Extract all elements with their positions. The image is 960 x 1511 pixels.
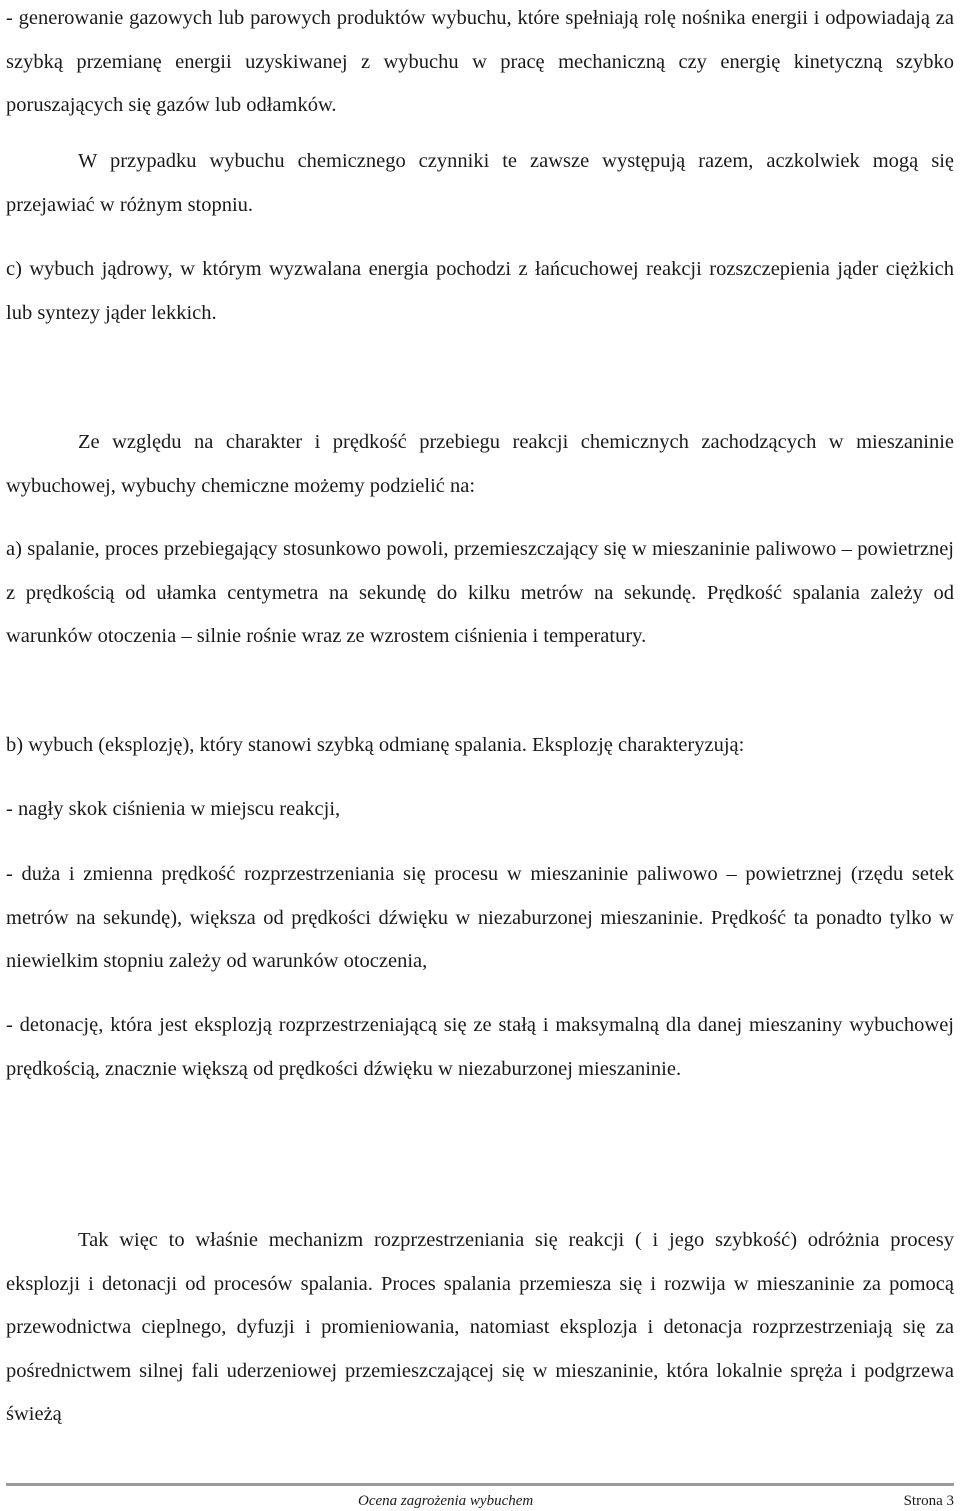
paragraph-chemical-explosion-factors: W przypadku wybuchu chemicznego czynniki te zawsze występują razem, aczkolwiek mogą się przejawiać w różnym stopniu. bbox=[6, 150, 954, 216]
paragraph-classification-intro: Ze względu na charakter i prędkość przebiegu reakcji chemicznych zachodzących w mieszaninie wybuchowej, wybuchy chemiczne możemy podzielić na: bbox=[6, 431, 954, 497]
footer-document-title: Ocena zagrożenia wybuchem bbox=[358, 1493, 534, 1509]
footer-page-number: Strona 3 bbox=[903, 1493, 954, 1509]
paragraph-pressure-jump: - nagły skok ciśnienia w miejscu reakcji, bbox=[6, 798, 341, 820]
paragraph-explosion: b) wybuch (eksplozję), który stanowi szybką odmianę spalania. Eksplozję charakteryzują: bbox=[6, 734, 745, 756]
paragraph-mechanism-summary: Tak więc to właśnie mechanizm rozprzestrzeniania się reakcji ( i jego szybkość) odróżnia procesy eksplozji i detonacji od procesów spalania. Proces spalania przemiesza się i rozwija w mieszaninie za pomocą przewodnictwa cieplnego, dyfuzji i promieniowania, natomiast eksplozja i detonacja rozprzestrzeniają się za pośrednictwem silnej fali uderzeniowej przemieszczającej się w mieszaninie, która lokalnie spręża i podgrzewa świeżą bbox=[6, 1229, 954, 1425]
paragraph-nuclear-explosion: c) wybuch jądrowy, w którym wyzwalana energia pochodzi z łańcuchowej reakcji rozszczepienia jąder ciężkich lub syntezy jąder lekkich. bbox=[6, 258, 954, 324]
paragraph-propagation-speed: - duża i zmienna prędkość rozprzestrzeniania się procesu w mieszaninie paliwowo – powietrznej (rzędu setek metrów na sekundę), większa od prędkości dźwięku w niezaburzonej mieszaninie. Prędkość ta ponadto tylko w niewielkim stopniu zależy od warunków otoczenia, bbox=[6, 863, 954, 972]
paragraph-combustion: a) spalanie, proces przebiegający stosunkowo powoli, przemieszczający się w mieszaninie paliwowo – powietrznej z prędkością od ułamka centymetra na sekundę do kilku metrów na sekundę. Prędkość spalania zależy od warunków otoczenia – silnie rośnie wraz ze wzrostem ciśnienia i temperatury. bbox=[6, 538, 954, 647]
paragraph-detonation: - detonację, która jest eksplozją rozprzestrzeniającą się ze stałą i maksymalną dla danej mieszaniny wybuchowej prędkością, znacznie większą od prędkości dźwięku w niezaburzonej mieszaninie. bbox=[6, 1014, 954, 1080]
footer-divider bbox=[6, 1483, 954, 1486]
paragraph-explosion-products: - generowanie gazowych lub parowych produktów wybuchu, które spełniają rolę nośnika energii i odpowiadają za szybką przemianę energii uzyskiwanej z wybuchu w pracę mechaniczną czy energię kinetyczną szybko poruszających się gazów lub odłamków. bbox=[6, 7, 954, 116]
